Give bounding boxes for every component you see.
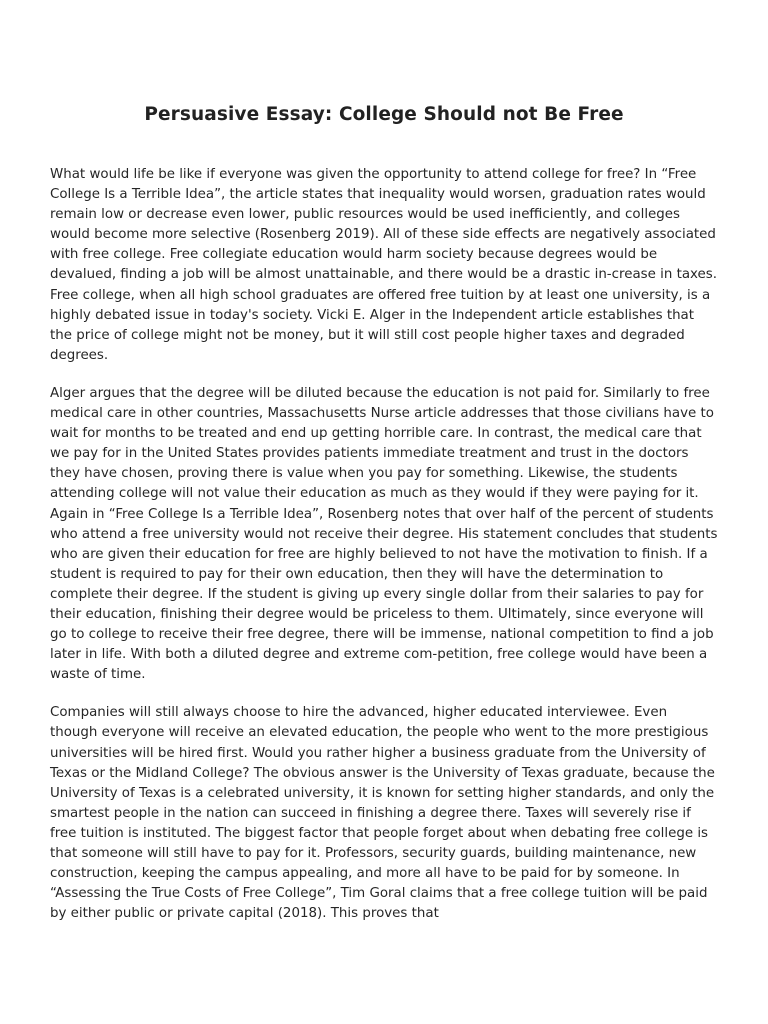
paragraph-1: What would life be like if everyone was given the opportunity to attend college for free? In “Free College Is a Terrible Idea”, the article states that inequality would worsen, graduation rates would remain low or decrease even lower, public resources would be used inefficiently, and colleges would become more selective (Rosenberg 2019). All of these side effects are negatively associated with free college. Free collegiate education would harm society because degrees would be devalued, finding a job will be almost unattainable, and there would be a drastic in-crease in taxes. Free college, when all high school graduates are offered free tuition by at least one university, is a highly debated issue in today's society. Vicki E. Alger in the Independent article establishes that the price of college might not be money, but it will still cost people higher taxes and degraded degrees. (50, 167, 718, 363)
document-title: Persuasive Essay: College Should not Be Free (144, 104, 624, 125)
paragraph-3: Companies will still always choose to hire the advanced, higher educated interviewee. Even though everyone will receive an elevated education, the people who went to the more prestigious universities will be hired first. Would you rather higher a business graduate from the University of Texas or the Midland College? The obvious answer is the University of Texas graduate, because the University of Texas is a celebrated university, it is known for setting higher standards, and only the smartest people in the nation can succeed in finishing a degree there. Taxes will severely rise if free tuition is instituted. The biggest factor that people forget about when debating free college is that someone will still have to pay for it. Professors, security guards, building maintenance, new construction, keeping the campus appealing, and more all have to be paid for by someone. In “Assessing the True Costs of Free College”, Tim Goral claims that a free college tuition will be paid by either public or private capital (2018). This proves that (50, 705, 715, 922)
paragraph-2: Alger argues that the degree will be diluted because the education is not paid for. Similarly to free medical care in other countries, Massachusetts Nurse article addresses that those civilians have to wait for months to be treated and end up getting horrible care. In contrast, the medical care that we pay for in the United States provides patients immediate treatment and trust in the doctors they have chosen, proving there is value when you pay for something. Likewise, the students attending college will not value their education as much as they would if they were paying for it. Again in “Free College Is a Terrible Idea”, Rosenberg notes that over half of the percent of students who attend a free university would not receive their degree. His statement concludes that students who are given their education for free are highly believed to not have the motivation to finish. If a student is required to pay for their own education, then they will have the determination to complete their degree. If the student is giving up every single dollar from their salaries to pay for their education, finishing their degree would be priceless to them. Ultimately, since everyone will go to college to receive their free degree, there will be immense, national competition to find a job later in life. With both a diluted degree and extreme com-petition, free college would have been a waste of time. (50, 385, 718, 683)
